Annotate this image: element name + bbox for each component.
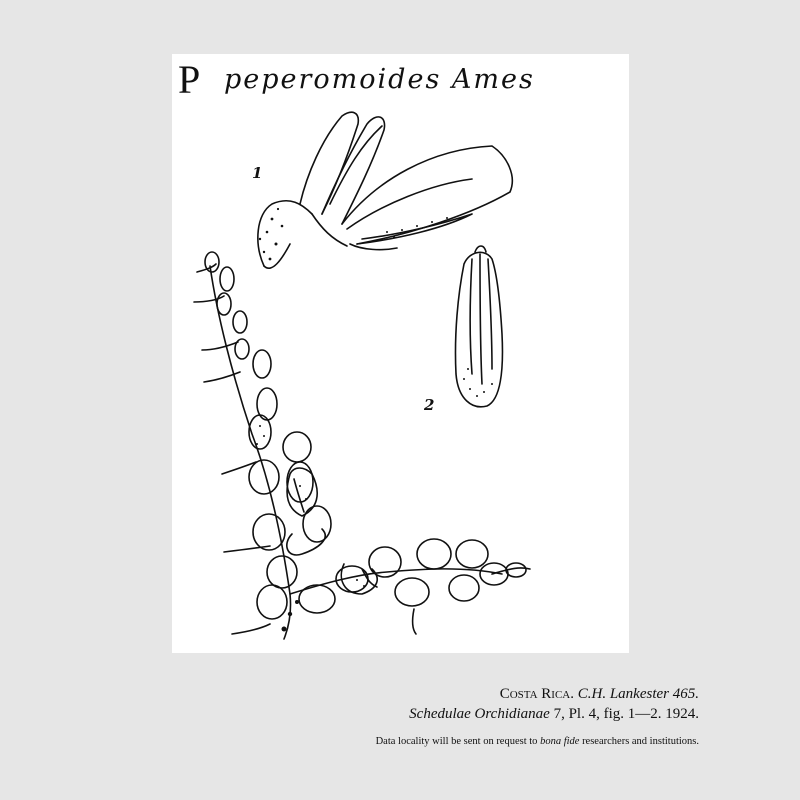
flower-detail-drawing [258, 112, 512, 268]
note-prefix: Data locality will be sent on request to [375, 736, 541, 747]
caption-collector: C.H. Lankester 465. [577, 686, 699, 702]
figure-label-2: 2 [424, 396, 435, 414]
column-detail-drawing [455, 246, 502, 407]
note-suffix: researchers and institutions. [579, 736, 699, 747]
caption-specimen [500, 686, 699, 703]
caption-publication: Schedulae Orchidianae [409, 706, 550, 722]
orchid-illustration [172, 54, 629, 653]
caption-country: Costa Rica. [499, 686, 574, 702]
caption-citation [409, 706, 699, 723]
plate-title: peperomoides Ames [224, 64, 535, 95]
plate-title-initial: P [178, 57, 201, 102]
caption-note [376, 736, 699, 747]
figure-label-1: 1 [252, 164, 263, 182]
caption-citation-detail: 7, Pl. 4, fig. 1—2. 1924. [549, 706, 699, 722]
botanical-plate [172, 54, 629, 653]
note-italic: bona fide [540, 736, 580, 747]
